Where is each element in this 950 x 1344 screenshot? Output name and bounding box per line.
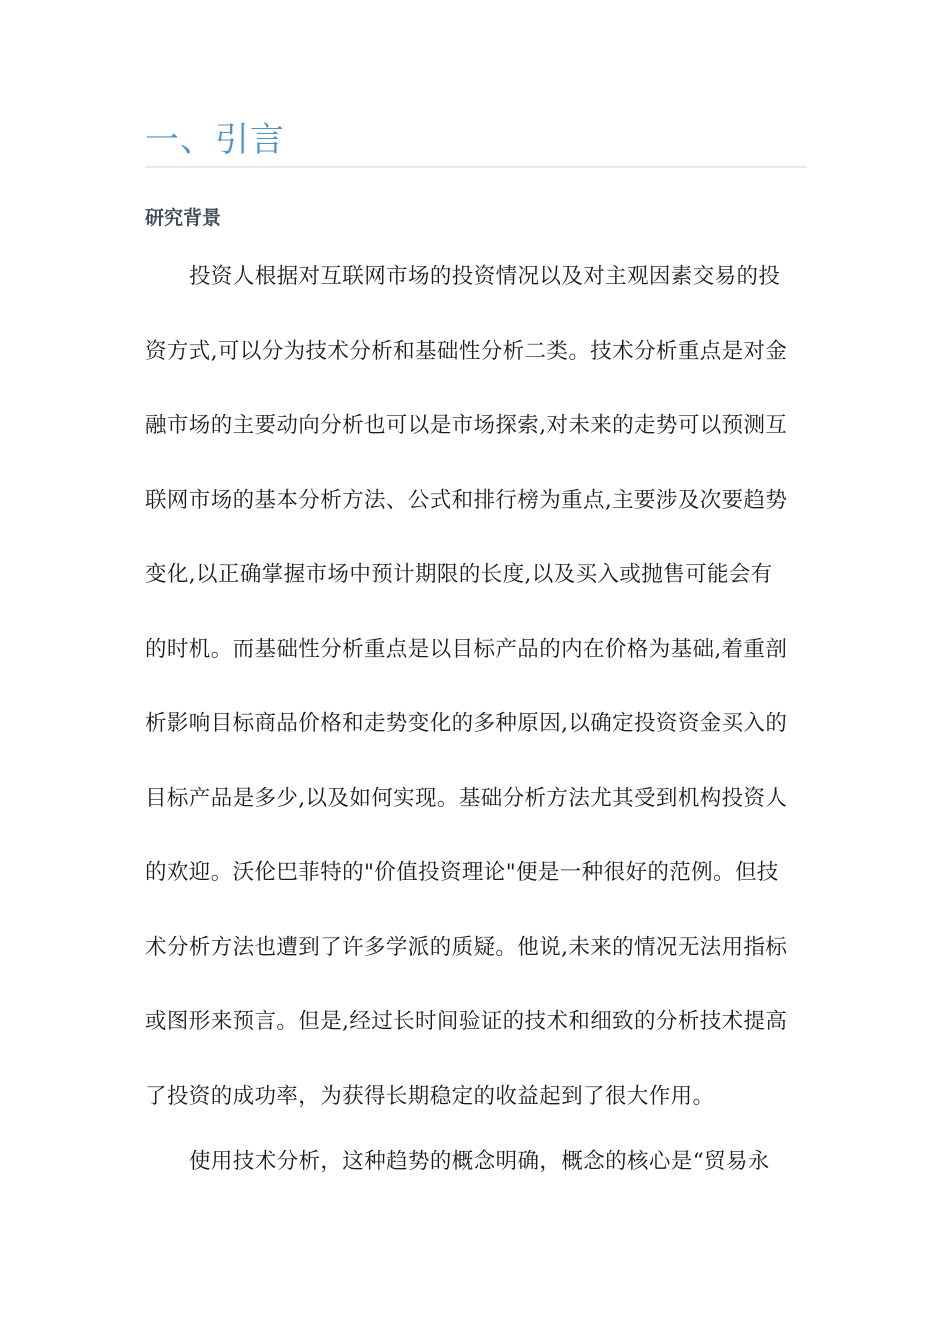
paragraph-line: 的时机。而基础性分析重点是以目标产品的内在价格为基础,着重剖 bbox=[145, 636, 788, 662]
subsection-heading: 研究背景 bbox=[145, 207, 222, 229]
paragraph-line: 投资人根据对互联网市场的投资情况以及对主观因素交易的投 bbox=[189, 264, 781, 289]
paragraph-line: 联网市场的基本分析方法、公式和排行榜为重点,主要涉及次要趋势 bbox=[145, 487, 788, 513]
paragraph-line: 使用技术分析，这种趋势的概念明确，概念的核心是“贸易永 bbox=[189, 1149, 770, 1174]
paragraph-2 bbox=[145, 1125, 807, 1200]
section-heading-text: 一、引言 bbox=[145, 120, 285, 160]
paragraph-line: 的欢迎。沃伦巴菲特的"价值投资理论"便是一种很好的范例。但技 bbox=[145, 860, 779, 885]
paragraph-line: 融市场的主要动向分析也可以是市场探索,对未来的走势可以预测互 bbox=[145, 413, 788, 438]
paragraph-line: 目标产品是多少,以及如何实现。基础分析方法尤其受到机构投资人 bbox=[145, 785, 788, 811]
paragraph-line: 或图形来预言。但是,经过长时间验证的技术和细致的分析技术提高 bbox=[145, 1009, 788, 1034]
paragraph-line: 了投资的成功率，为获得长期稳定的收益起到了很大作用。 bbox=[145, 1083, 715, 1109]
paragraph-line: 资方式,可以分为技术分析和基础性分析二类。技术分析重点是对金 bbox=[145, 338, 788, 364]
section-heading bbox=[145, 116, 807, 168]
paragraph-line: 术分析方法也遭到了许多学派的质疑。他说,未来的情况无法用指标 bbox=[145, 934, 788, 960]
paragraph-1 bbox=[145, 240, 807, 1134]
paragraph-line: 析影响目标商品价格和走势变化的多种原因,以确定投资资金买入的 bbox=[145, 711, 788, 736]
paragraph-line: 变化,以正确掌握市场中预计期限的长度,以及买入或抛售可能会有 bbox=[145, 562, 773, 587]
